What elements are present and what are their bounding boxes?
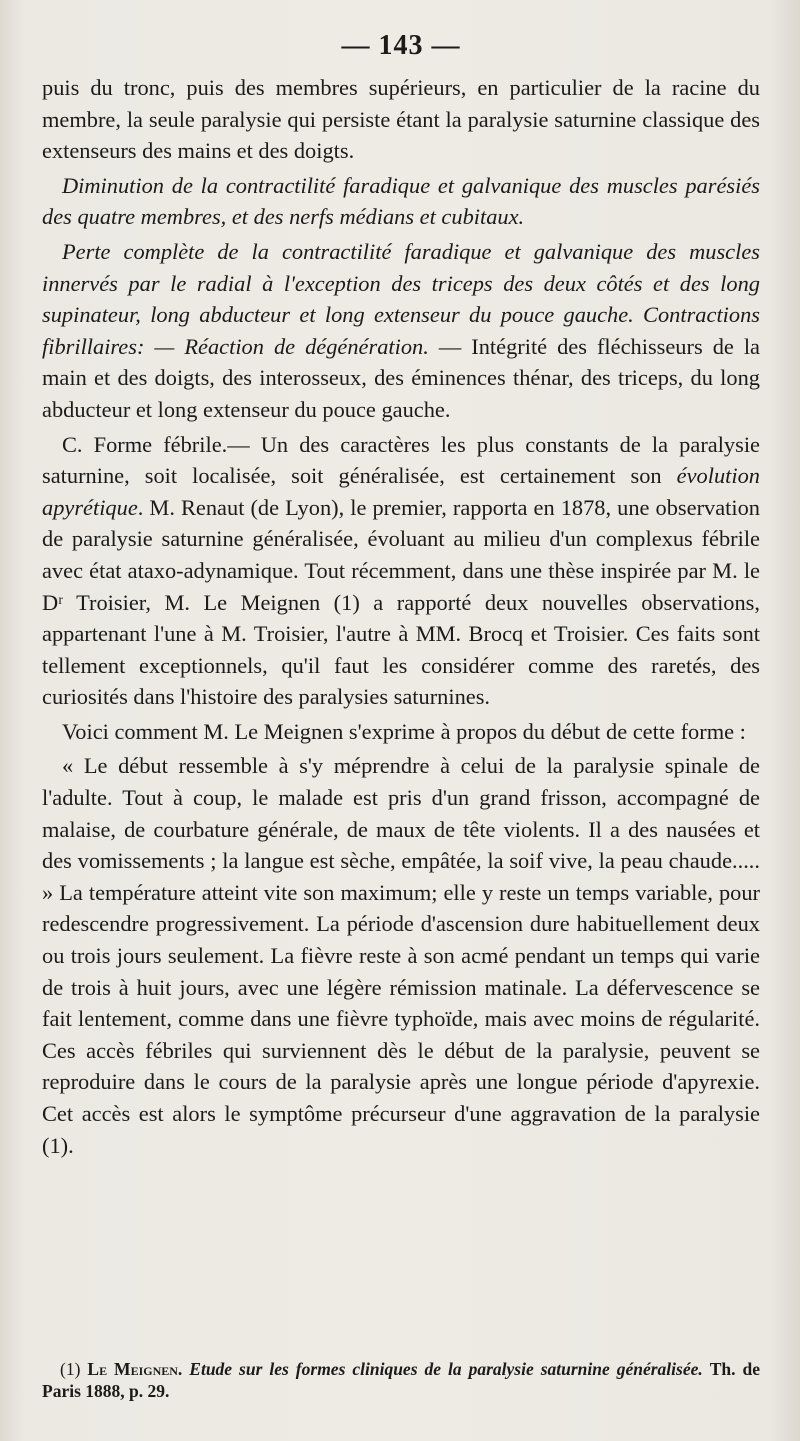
footnote [42, 1358, 760, 1402]
paragraph-4-text-a: — Un des caractères les plus constants de la paralysie saturnine, soit localisée, soit généralisée, est certainement son [42, 431, 760, 489]
paragraph-2-italic: Diminution de la contractilité faradique et galvanique des muscles parésiés des quatre membres, et des nerfs médians et cubitaux. [42, 172, 760, 230]
paragraph-3-text: — Intégrité des fléchisseurs de la main et des doigts, des interosseux, des éminences thénar, des triceps, du long abducteur et long extenseur du pouce gauche. [42, 333, 760, 422]
footnote-ref: Th. de Paris 1888, p. 29. [42, 1359, 761, 1401]
section-heading: C. Forme fébrile. [62, 431, 228, 457]
paragraph-3-italic: Perte complète de la contractilité faradique et galvanique des muscles innervés par le radial à l'exception des triceps des deux côtés et des long supinateur, long abducteur et long extenseur du pouce gauche. Contractions fibrillaires: — Réaction de dégénération. [42, 238, 760, 359]
paragraph-4-italic: évolution apyrétique [42, 463, 760, 520]
paragraph-1: puis du tronc, puis des membres supérieurs, en particulier de la racine du membre, la seule paralysie qui persiste étant la paralysie saturnine classique des extenseurs des mains et des doigts. [42, 75, 760, 164]
paragraph-3 [42, 236, 760, 426]
paragraph-6: « Le début ressemble à s'y méprendre à celui de la paralysie spinale de l'adulte. Tout à coup, le malade est pris d'un grand frisson, accompagné de malaise, de courbature générale, de maux de tête violents. Il a des nausées et des vomissements ; la langue est sèche, empâtée, la soif vive, la peau chaude..... » La température atteint vite son maximum; elle y reste un temps variable, pour redescendre progressivement. La période d'ascension dure habituellement deux ou trois jours seulement. La fièvre reste à son acmé pendant un temps qui varie de trois à huit jours, avec une légère rémission matinale. La défervescence se fait lentement, comme dans une fièvre typhoïde, mais avec moins de régularité. Ces accès fébriles qui surviennent dès le début de la paralysie, peuvent se reproduire dans le cours de la paralysie après une longue période d'apyrexie. Cet accès est alors le symptôme précurseur d'une aggravation de la paralysie (1). [42, 753, 760, 1158]
paragraph-4-text-b: . M. Renaut (de Lyon), le premier, rapporta en 1878, une observation de paralysie saturnine généralisée, évoluant au milieu d'un complexus fébrile avec état ataxo-adynamique. Tout récemment, dans une thèse inspirée par M. le Dʳ Troisier, M. Le Meignen (1) a rapporté deux nouvelles observations, appartenant l'une à M. Troisier, l'autre à MM. Brocq et Troisier. Ces faits sont tellement exceptionnels, qu'il faut les considérer comme des raretés, des curiosités dans l'histoire des paralysies saturnines. [42, 494, 760, 710]
page-number: — 143 — [341, 30, 461, 61]
footnote-marker: (1) [60, 1359, 81, 1379]
footnote-title: Etude sur les formes cliniques de la paralysie saturnine généralisée. [189, 1359, 703, 1379]
paragraph-2 [42, 170, 760, 233]
body-text [42, 72, 760, 1161]
paragraph-4 [42, 429, 760, 713]
paragraph-5: Voici comment M. Le Meignen s'exprime à propos du début de cette forme : [62, 718, 746, 744]
footnote-author: Le Meignen. [87, 1359, 183, 1379]
footnote-text [42, 1358, 760, 1402]
